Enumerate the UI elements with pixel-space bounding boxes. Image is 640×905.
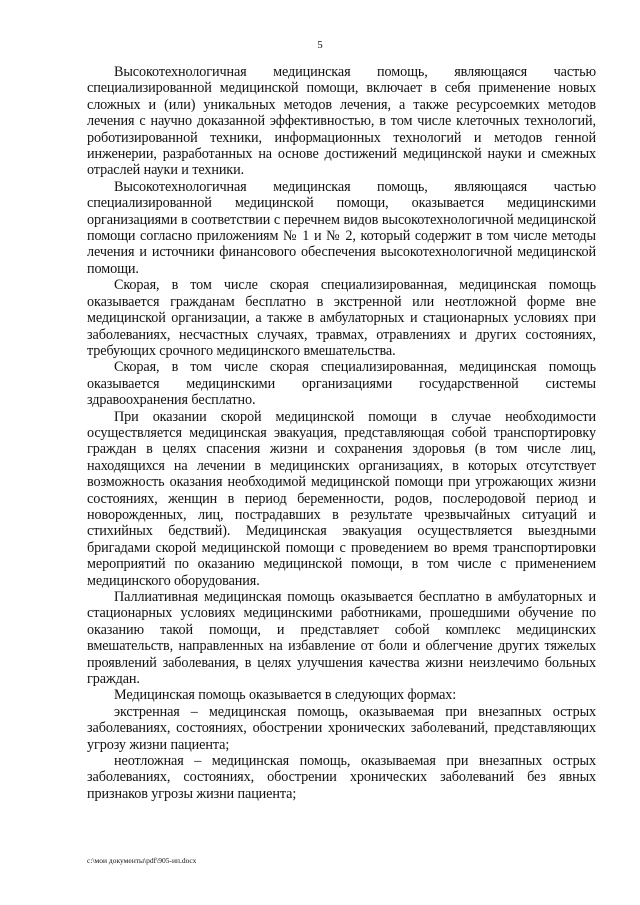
paragraph-hightech-provision: Высокотехнологичная медицинская помощь, являющаяся частью специализированной медицинской помощи, оказывается медицинскими организациями в соответствии с перечнем видов высокотехнологичной медицинской помощи согласно приложениям № 1 и № 2, который содержит в том числе методы лечения и источники финансового обеспечения высокотехнологичной медицинской помощи.: [87, 178, 596, 277]
document-body: [87, 64, 596, 802]
footer-file-path: c:\мои документы\pdf\905-ип.docx: [87, 856, 197, 865]
paragraph-medical-evacuation: При оказании скорой медицинской помощи в случае необходимости осуществляется медицинская эвакуация, представляющая собой транспортировку граждан в целях спасения жизни и сохранения здоровья (в том числе лиц, находящихся на лечении в медицинских организациях, в которых отсутствует возможность оказания необходимой медицинской помощи при угрожающих жизни состояниях, женщин в период беременности, родов, послеродовой период и новорожденных, лиц, пострадавших в результате чрезвычайных ситуаций и стихийных бедствий). Медицинская эвакуация осуществляется выездными бригадами скорой медицинской помощи с проведением во время транспортировки мероприятий по оказанию медицинской помощи, в том числе с применением медицинского оборудования.: [87, 408, 596, 589]
paragraph-hightech-definition: Высокотехнологичная медицинская помощь, являющаяся частью специализированной медицинской помощи, включает в себя применение новых сложных и (или) уникальных методов лечения, а также ресурсоемких методов лечения с научно доказанной эффективностью, в том числе клеточных технологий, роботизированной техники, информационных технологий и методов генной инженерии, разработанных на основе достижений медицинской науки и смежных отраслей науки и техники.: [87, 64, 596, 179]
paragraph-palliative-care: Паллиативная медицинская помощь оказывается бесплатно в амбулаторных и стационарных условиях медицинскими работниками, прошедшими обучение по оказанию такой помощи, и представляет собой комплекс медицинских вмешательств, направленных на избавление от боли и облегчение других тяжелых проявлений заболевания, в целях улучшения качества жизни неизлечимо больных граждан.: [87, 589, 596, 688]
paragraph-form-emergency: экстренная – медицинская помощь, оказываемая при внезапных острых заболеваниях, состояниях, обострении хронических заболеваний, представляющих угрозу жизни пациента;: [87, 703, 596, 753]
paragraph-forms-intro: Медицинская помощь оказывается в следующих формах:: [114, 687, 457, 704]
paragraph-form-urgent: неотложная – медицинская помощь, оказываемая при внезапных острых заболеваниях, состояниях, обострении хронических заболеваний без явных признаков угрозы жизни пациента;: [87, 753, 596, 802]
paragraph-emergency-care: Скорая, в том числе скорая специализированная, медицинская помощь оказывается гражданам бесплатно в экстренной или неотложной форме вне медицинской организации, а также в амбулаторных и стационарных условиях при заболеваниях, несчастных случаях, травмах, отравлениях и других состояниях, требующих срочного медицинского вмешательства.: [87, 277, 596, 359]
paragraph-emergency-free: Скорая, в том числе скорая специализированная, медицинская помощь оказывается медицинскими организациями государственной системы здравоохранения бесплатно.: [87, 359, 596, 409]
page-number: 5: [317, 39, 323, 51]
